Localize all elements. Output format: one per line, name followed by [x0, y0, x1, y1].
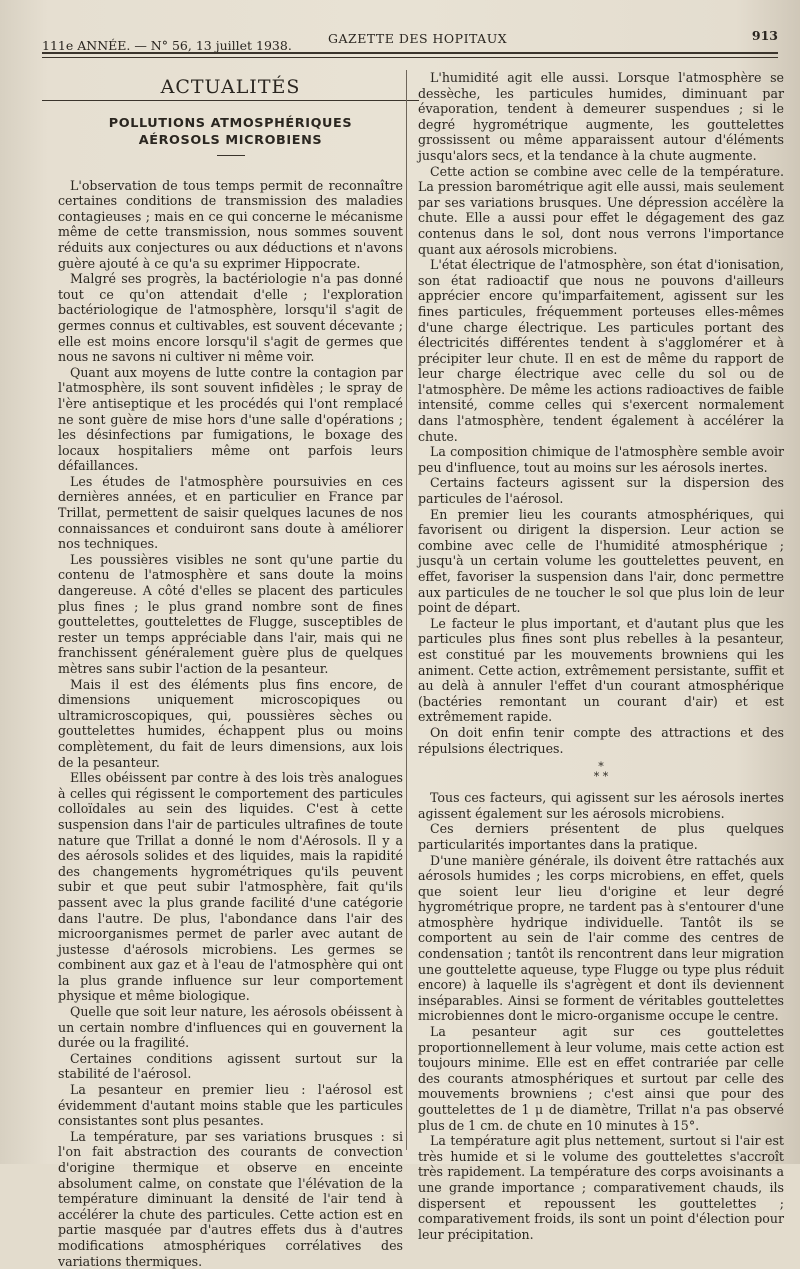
article-title-line-2: AÉROSOLS MICROBIENS — [138, 132, 323, 148]
left-paragraphs — [58, 178, 403, 1269]
paragraph: L'observation de tous temps permit de reconnaître certaines conditions de transmission des maladies contagieuses ; mais en ce qui concerne le mécanisme même de cette transmission, nous sommes souvent réduits aux conjectures ou aux déductions et n'avons guère ajouté à ce qu'a su exprimer Hippocrate. — [58, 177, 403, 271]
rubric-rule — [42, 100, 419, 101]
section-break-asterisks — [418, 762, 784, 782]
page-number: 913 — [751, 28, 778, 43]
paragraph: La composition chimique de l'atmosphère semble avoir peu d'influence, tout au moins sur les aérosols inertes. — [418, 444, 784, 475]
rubric-title: ACTUALITÉS — [160, 76, 301, 98]
right-paragraphs-a — [418, 70, 784, 756]
paragraph: On doit enfin tenir compte des attractions et des répulsions électriques. — [418, 724, 784, 756]
asterisk-top: * — [598, 760, 604, 774]
paragraph: Mais il est des éléments plus fins encore, de dimensions uniquement microscopiques ou ultramicroscopiques, qui, poussières sèches ou gouttelettes humides, échappent plus ou moins complètement, du fait de leurs dimensions, aux lois de la pesanteur. — [58, 676, 403, 770]
paragraph: Elles obéissent par contre à des lois très analogues à celles qui régissent le comportement des particules colloïdales au sein des liquides. C'est à cette suspension dans l'air de particules ultrafines de toute nature que Trillat a donné le nom d'Aérosols. Il y a des aérosols solides et des liquides, mais la rapidité des changements hygrométriques qu'ils peuvent subir et que peut subir l'atmosphère, fait qu'ils passent avec la plus grande facilité d'une catégorie dans l'autre. De plus, l'abondance dans l'air des microorganismes permet de parler avec autant de justesse d'aérosols microbiens. Les germes se combinent aux gaz et à l'eau de l'atmosphère qui ont la plus grande influence sur leur comportement physique et même biologique. — [58, 770, 403, 1004]
paragraph: La température agit plus nettement, surtout si l'air est très humide et si le volume des gouttelettes s'accroît très rapidement. La température des corps avoisinants a une grande importance ; comparativement chauds, ils dispersent et repoussent les gouttelettes ; comparativement froids, ils sont un point d'élection pour leur précipitation. — [418, 1133, 784, 1242]
paragraph: Quant aux moyens de lutte contre la contagion par l'atmosphère, ils sont souvent infidèles ; le spray de l'ère antiseptique et les procédés qui l'ont remplacé ne sont guère de mise hors d'une salle d'opérations ; les désinfections par fumigations, le boxage des locaux hospitaliers même ont parfois leurs défaillances. — [58, 364, 403, 474]
paragraph: Quelle que soit leur nature, les aérosols obéissent à un certain nombre d'influences qui en gouvernent la durée ou la fragilité. — [58, 1004, 403, 1051]
paragraph: La pesanteur agit sur ces gouttelettes proportionnellement à leur volume, mais cette action est toujours minime. Elle est en effet contrariée par celle des courants atmosphériques et surtout par celle des mouvements browniens ; c'est ainsi que pour des gouttelettes de 1 μ de diamètre, Trillat n'a pas observé plus de 1 cm. de chute en 10 minutes à 15°. — [418, 1024, 784, 1133]
paragraph: Certains facteurs agissent sur la dispersion des particules de l'aérosol. — [418, 475, 784, 507]
left-column — [58, 70, 403, 1269]
header-rule-thin — [42, 57, 778, 58]
paragraph: L'état électrique de l'atmosphère, son état d'ionisation, son état radioactif que nous ne pouvons d'ailleurs apprécier encore qu'imparfaitement, agissent sur les fines particules, fréquemment porteuses elles-mêmes d'une charge électrique. Les particules portant des électricités différentes tendent à s'agglomérer et à précipiter leur chute. Il en est de même du rapport de leur charge électrique avec celle du sol ou de l'atmosphère. De même les actions radioactives de faible intensité, comme celles qui s'exercent normalement dans l'atmosphère, tendent également à accélérer la chute. — [418, 257, 784, 444]
journal-title: GAZETTE DES HOPITAUX — [328, 31, 508, 46]
right-column — [418, 70, 784, 1242]
paragraph: Malgré ses progrès, la bactériologie n'a pas donné tout ce qu'on attendait d'elle ; l'exploration bactériologique de l'atmosphère, lorsqu'il s'agit de germes connus et cultivables, est souvent décevante ; elle est moins encore lorsqu'il s'agit de germes que nous ne savons ni cultiver ni même voir. — [58, 271, 403, 365]
article-title-line-1: POLLUTIONS ATMOSPHÉRIQUES — [108, 115, 353, 131]
paragraph: Tous ces facteurs, qui agissent sur les aérosols inertes agissent également sur les aérosols microbiens. — [418, 790, 784, 821]
paragraph: Ces derniers présentent de plus quelques particularités importantes dans la pratique. — [418, 821, 784, 852]
paragraph: D'une manière générale, ils doivent être rattachés aux aérosols humides ; les corps microbiens, en effet, quels que soient leur lieu d'origine et leur degré hygrométrique propre, ne tardent pas à s'entourer d'une atmosphère hydrique individuelle. Tantôt ils se comportent au sein de l'air comme des centres de condensation ; tantôt ils rencontrent dans leur migration une gouttelette aqueuse, type Flugge ou type plus réduit encore) à laquelle ils s'agrègent et dont ils deviennent inséparables. Ainsi se forment de véritables gouttelettes microbiennes dont le micro-organisme occupe le centre. — [418, 852, 784, 1024]
title-separator — [217, 155, 245, 156]
paragraph: L'humidité agit elle aussi. Lorsque l'atmosphère se dessèche, les particules humides, diminuant par évaporation, tendent à demeurer suspendues ; si le degré hygrométrique augmente, les gouttelettes grossissent ou même apparaissent autour d'éléments jusqu'alors secs, et la tendance à la chute augmente. — [418, 70, 784, 163]
paragraph: En premier lieu les courants atmosphériques, qui favorisent ou dirigent la dispersion. Leur action se combine avec celle de l'humidité atmosphérique ; jusqu'à un certain volume les gouttelettes peuvent, en effet, favoriser la suspension dans l'air, donc permettre aux particules de ne toucher le sol que plus loin de leur point de départ. — [418, 506, 784, 616]
asterisk-bottom: * * — [593, 770, 609, 784]
paragraph: Les poussières visibles ne sont qu'une partie du contenu de l'atmosphère et sans doute la moins dangereuse. A côté d'elles se placent des particules plus fines ; le plus grand nombre sont de fines gouttelettes, gouttelettes de Flugge, susceptibles de rester un temps appréciable dans l'air, mais qui ne franchissent généralement guère plus de quelques mètres sans subir l'action de la pesanteur. — [58, 551, 403, 676]
paragraph: Cette action se combine avec celle de la température. La pression barométrique agit elle aussi, mais seulement par ses variations brusques. Une dépression accélère la chute. Elle a aussi pour effet le dégagement des gaz contenus dans le sol, dont nous verrons l'importance quant aux aérosols microbiens. — [418, 163, 784, 257]
paragraph: Le facteur le plus important, et d'autant plus que les particules plus fines sont plus rebelles à la pesanteur, est constitué par les mouvements browniens qui les animent. Cette action, extrêmement persistante, suffit et au delà à annuler l'effet d'un courant atmosphérique (bactéries remontant un courant d'air) et est extrêmement rapide. — [418, 615, 784, 725]
paragraph: Certaines conditions agissent surtout sur la stabilité de l'aérosol. — [58, 1050, 403, 1082]
right-paragraphs-b — [418, 790, 784, 1242]
running-header — [42, 28, 778, 62]
paragraph: La température, par ses variations brusques : si l'on fait abstraction des courants de convection d'origine thermique et observe en enceinte absolument calme, on constate que l'élévation de la température diminuant la densité de l'air tend à accélérer la chute des particules. Cette action est en partie masquée par d'autres effets dus à d'autres modifications atmosphériques corrélatives des variations thermiques. — [58, 1128, 403, 1269]
paragraph: La pesanteur en premier lieu : l'aérosol est évidemment d'autant moins stable que les particules consistantes sont plus pesantes. — [58, 1082, 403, 1129]
issue-line: 111e ANNÉE. — N° 56, 13 juillet 1938. — [42, 38, 292, 53]
header-rule — [42, 52, 778, 54]
paragraph: Les études de l'atmosphère poursuivies en ces dernières années, et en particulier en France par Trillat, permettent de saisir quelques lacunes de nos connaissances et conduiront sans doute à améliorer nos techniques. — [58, 473, 403, 552]
column-divider — [406, 70, 407, 1150]
